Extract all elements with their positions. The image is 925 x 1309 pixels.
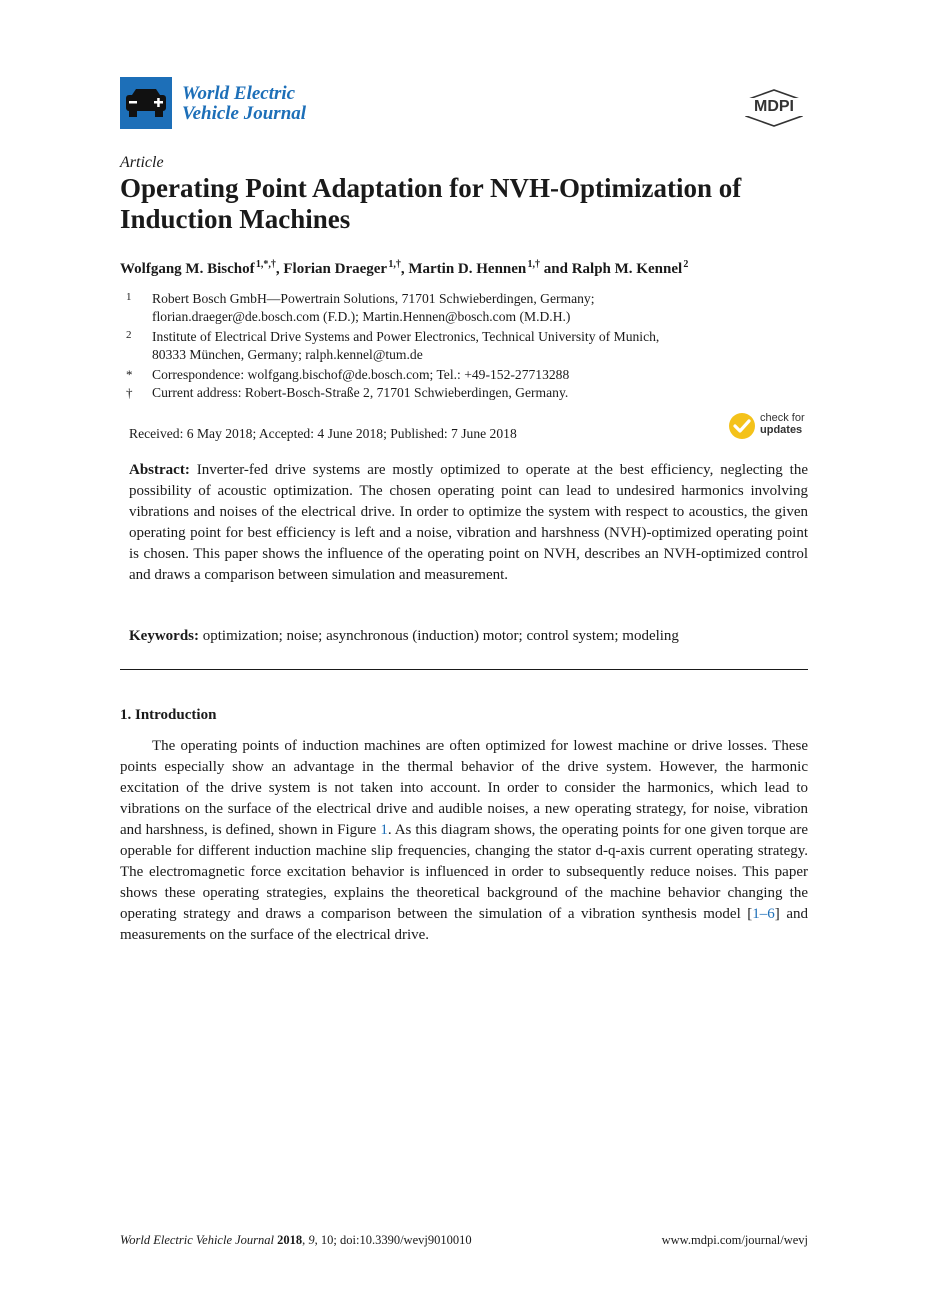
current-address-line: Current address: Robert-Bosch-Straße 2, 71701 Schwieberdingen, Germany. — [152, 385, 569, 400]
footer-year: 2018 — [277, 1233, 303, 1247]
publication-dates: Received: 6 May 2018; Accepted: 4 June 2018; Published: 7 June 2018 — [129, 426, 517, 441]
footer-url-link[interactable]: www.mdpi.com/journal/wevj — [661, 1233, 808, 1247]
author-affiliation-mark: 1,*,† — [255, 259, 276, 270]
footer-doi[interactable]: , 10; doi:10.3390/wevj9010010 — [314, 1233, 472, 1247]
keywords-label: Keywords: — [129, 628, 199, 644]
footer-journal: World Electric Vehicle Journal — [120, 1233, 275, 1247]
author-affiliation-mark: 1,† — [527, 259, 541, 270]
correspondence-item — [120, 366, 810, 384]
affiliation-line: Robert Bosch GmbH—Powertrain Solutions, 71701 Schwieberdingen, Germany; — [152, 291, 595, 306]
dagger-mark: † — [126, 385, 133, 400]
author-name: Wolfgang M. Bischof — [120, 261, 255, 277]
correspondence-mark: * — [126, 367, 133, 382]
introduction-paragraph: The operating points of induction machines are often optimized for lowest machine or drive losses. These points especially show an advantage in the thermal behavior of the drive system. However, the harmonic excitation of the drive system is not taken into account. In order to consider the harmonics, which lead to vibrations on the surface of the electrical drive and audible noises, a new operating strategy, for noise, vibration and harshness, is defined, shown in Figure 1. As this diagram shows, the operating points for one given torque are operable for different induction machine slip frequencies, changing the stator d-q-axis current operating strategy. The electromagnetic force excitation behavior is influenced in order to subsequently reduce noises. This paper shows these operating strategies, explains the theoretical background of the machine behavior changing the operating strategy and draws a comparison between the simulation of a vibration synthesis model [1–6] and measurements on the surface of the electrical drive. — [120, 738, 808, 943]
affiliation-item — [120, 290, 810, 326]
keywords-text: optimization; noise; asynchronous (induction) motor; control system; modeling — [202, 628, 679, 644]
page-title: Operating Point Adaptation for NVH-Optimization of Induction Machines — [120, 173, 742, 234]
check-updates-line2: updates — [760, 424, 803, 436]
car-battery-icon — [120, 77, 172, 129]
check-updates-line1: check for — [760, 412, 805, 424]
footer-citation: World Electric Vehicle Journal 2018, 9, 10; doi:10.3390/wevj9010010 — [120, 1233, 472, 1247]
journal-name-line1: World Electric — [182, 83, 296, 104]
journal-name-line2: Vehicle Journal — [182, 103, 307, 124]
journal-logo — [120, 77, 172, 129]
author-name: Florian Draeger — [283, 261, 388, 277]
author-name: Ralph M. Kennel — [571, 261, 683, 277]
keywords — [129, 626, 808, 647]
journal-name — [182, 84, 306, 124]
correspondence-line[interactable]: Correspondence: wolfgang.bischof@de.bosch.com; Tel.: +49-152-27713288 — [152, 367, 570, 382]
abstract-text: Inverter-fed drive systems are mostly optimized to operate at the best efficiency, neglecting the possibility of acoustic optimization. The chosen operating point can lead to undesired harmonics involving vibrations and noises of the electrical drive. In order to optimize the system with respect to acoustics, the given operating point for best efficiency is left and a noise, vibration and harshness (NVH)-optimized operating point is chosen. This paper shows the influence of the operating point on NVH, describes an NVH-optimized control and draws a comparison between simulation and measurement. — [129, 462, 809, 583]
citation-link-start[interactable]: 1 — [752, 906, 760, 922]
article-type: Article — [120, 154, 164, 171]
affiliation-mark: 2 — [126, 329, 132, 341]
footer-volume: 9 — [308, 1233, 315, 1247]
affiliation-mark: 1 — [126, 291, 132, 303]
affiliation-item — [120, 328, 810, 364]
abstract-label: Abstract: — [129, 462, 190, 478]
affiliation-email-line[interactable]: florian.draeger@de.bosch.com (F.D.); Martin.Hennen@bosch.com (M.D.H.) — [152, 309, 571, 324]
mdpi-logo-text: MDPI — [740, 98, 808, 116]
mdpi-logo — [740, 88, 808, 128]
affiliation-email-line[interactable]: 80333 München, Germany; ralph.kennel@tum.de — [152, 347, 423, 362]
author-name: Martin D. Hennen — [408, 261, 527, 277]
affiliation-line: Institute of Electrical Drive Systems and Power Electronics, Technical University of Munich, — [152, 329, 660, 344]
section-heading: 1. Introduction — [120, 707, 217, 723]
check-updates-icon — [728, 412, 756, 440]
author-affiliation-mark: 2 — [683, 259, 689, 270]
figure-reference-link[interactable]: 1 — [380, 822, 388, 838]
author-affiliation-mark: 1,† — [388, 259, 401, 270]
author-list: Wolfgang M. Bischof $^{1,*,\dagger}$, Florian Draeger $^{1,\dagger}$, Martin D. Hennen $^{1,\dagger}$ and Ralph M. Kennel $^2$ — [120, 259, 689, 277]
section-divider — [120, 669, 808, 670]
current-address-item — [120, 384, 810, 402]
abstract — [129, 460, 808, 586]
citation-link-end[interactable]: 6 — [767, 906, 775, 922]
check-for-updates-badge[interactable] — [728, 410, 810, 442]
